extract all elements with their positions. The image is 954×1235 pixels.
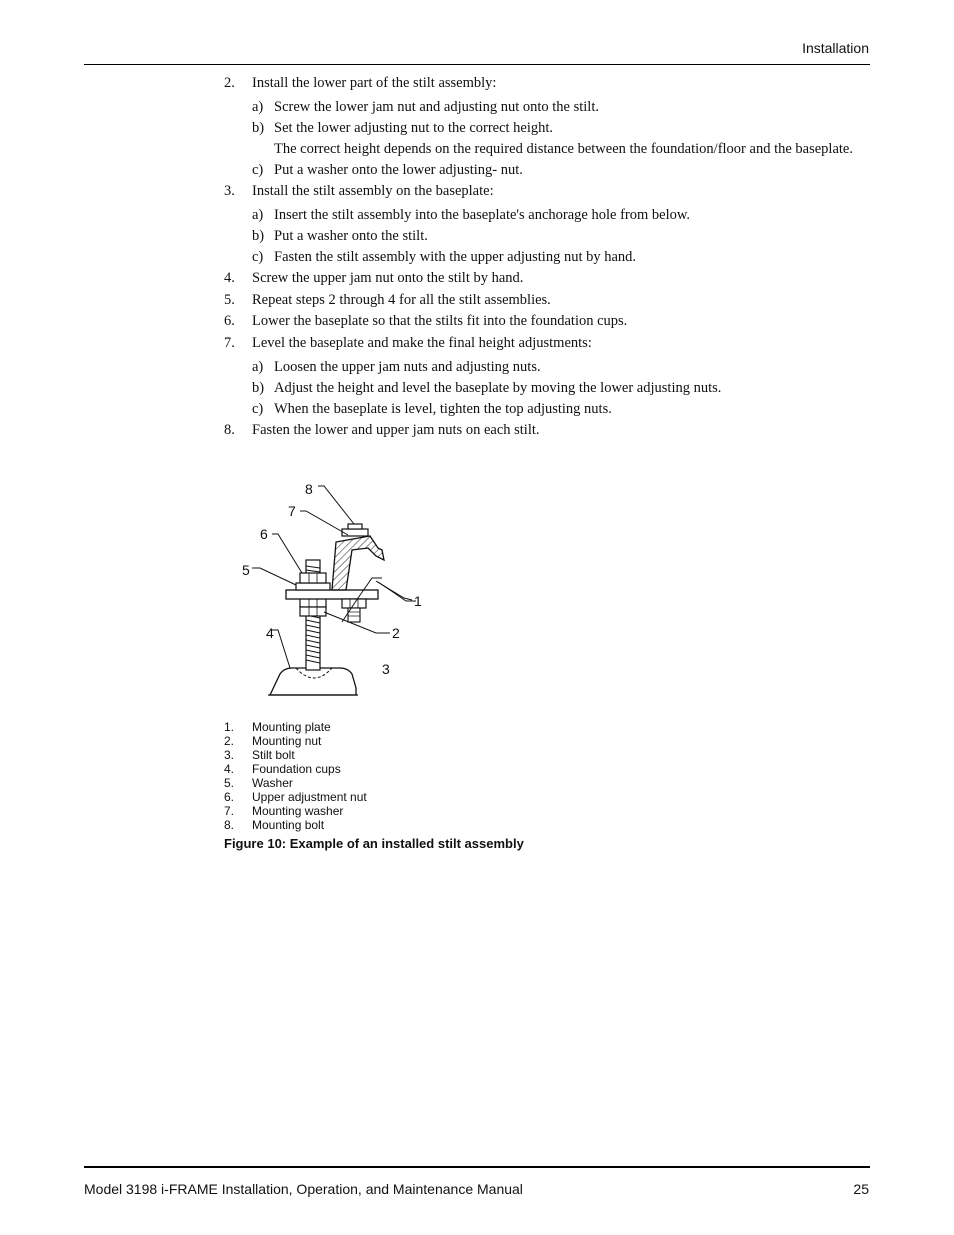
header-section-label: Installation bbox=[802, 40, 869, 56]
legend-number: 7. bbox=[224, 804, 235, 818]
substep bbox=[224, 206, 854, 225]
step-text: Install the lower part of the stilt assembly: bbox=[252, 75, 497, 91]
substep-text: Adjust the height and level the baseplate by moving the lower adjusting nuts. bbox=[274, 379, 722, 396]
legend-label: Mounting plate bbox=[252, 720, 331, 734]
legend-label: Mounting washer bbox=[252, 804, 344, 818]
legend-item bbox=[224, 762, 367, 776]
substep-letter: c) bbox=[252, 249, 264, 265]
legend-number: 8. bbox=[224, 818, 235, 832]
substep-text: Put a washer onto the lower adjusting- nut. bbox=[274, 162, 523, 178]
substep bbox=[224, 358, 854, 377]
callout-3: 3 bbox=[382, 661, 390, 677]
step bbox=[224, 421, 854, 440]
substep bbox=[224, 161, 854, 180]
step bbox=[224, 334, 854, 353]
substep bbox=[224, 379, 854, 398]
step-text: Level the baseplate and make the final height adjustments: bbox=[252, 334, 592, 351]
stilt-assembly-figure bbox=[224, 470, 474, 710]
substep-letter: a) bbox=[252, 358, 264, 375]
substep-text: Loosen the upper jam nuts and adjusting nuts. bbox=[274, 358, 541, 375]
step-text: Fasten the lower and upper jam nuts on each stilt. bbox=[252, 421, 540, 438]
substep-letter: a) bbox=[252, 99, 264, 115]
step-number: 6. bbox=[224, 313, 235, 329]
foundation-cup bbox=[268, 668, 358, 695]
substep-letter: c) bbox=[252, 400, 264, 417]
step-text: Lower the baseplate so that the stilts fit into the foundation cups. bbox=[252, 313, 628, 329]
step-number: 5. bbox=[224, 291, 235, 308]
substep bbox=[224, 119, 854, 138]
substep-text: Put a washer onto the stilt. bbox=[274, 228, 428, 244]
legend-number: 4. bbox=[224, 762, 235, 776]
substep-letter: b) bbox=[252, 228, 265, 244]
legend-number: 3. bbox=[224, 748, 235, 762]
substep bbox=[224, 98, 854, 117]
substep-text: Set the lower adjusting nut to the correct height. bbox=[274, 120, 554, 136]
figure-caption: Figure 10: Example of an installed stilt assembly bbox=[224, 836, 524, 851]
legend-label: Upper adjustment nut bbox=[252, 790, 367, 804]
header-rule bbox=[84, 64, 870, 65]
figure-legend bbox=[224, 720, 367, 832]
lower-nuts bbox=[300, 598, 326, 616]
step bbox=[224, 312, 854, 331]
substep bbox=[224, 227, 854, 246]
procedure-list bbox=[224, 74, 854, 442]
legend-item bbox=[224, 818, 367, 832]
substep-letter: b) bbox=[252, 379, 265, 396]
legend-item bbox=[224, 804, 367, 818]
step bbox=[224, 291, 854, 310]
substep bbox=[224, 400, 854, 419]
callout-2: 2 bbox=[392, 625, 400, 641]
substep-letter: b) bbox=[252, 120, 265, 136]
footer-manual-title: Model 3198 i-FRAME Installation, Operation, and Maintenance Manual bbox=[84, 1181, 523, 1197]
step-number: 4. bbox=[224, 270, 235, 286]
legend-label: Stilt bolt bbox=[252, 748, 295, 762]
legend-label: Mounting nut bbox=[252, 734, 322, 748]
step-text: Screw the upper jam nut onto the stilt by hand. bbox=[252, 270, 524, 286]
step-text: Install the stilt assembly on the baseplate: bbox=[252, 183, 494, 199]
legend-label: Foundation cups bbox=[252, 762, 341, 776]
substep-letter: c) bbox=[252, 162, 264, 178]
legend-number: 6. bbox=[224, 790, 235, 804]
legend-number: 2. bbox=[224, 734, 235, 748]
mounting-plate bbox=[286, 590, 378, 599]
callout-4: 4 bbox=[266, 625, 274, 641]
footer-rule bbox=[84, 1166, 870, 1168]
legend-item bbox=[224, 776, 367, 790]
washer-and-upper-nut bbox=[296, 573, 330, 590]
substep-text: Insert the stilt assembly into the baseplate's anchorage hole from below. bbox=[274, 207, 691, 223]
legend-label: Washer bbox=[252, 776, 293, 790]
callout-8: 8 bbox=[305, 481, 313, 497]
step-number: 2. bbox=[224, 75, 235, 91]
substep-text: Screw the lower jam nut and adjusting nut onto the stilt. bbox=[274, 99, 599, 115]
step bbox=[224, 182, 854, 201]
step-number: 8. bbox=[224, 421, 235, 438]
legend-item bbox=[224, 790, 367, 804]
step-number: 3. bbox=[224, 183, 235, 199]
legend-number: 5. bbox=[224, 776, 235, 790]
callout-7: 7 bbox=[288, 503, 296, 519]
legend-item bbox=[224, 734, 367, 748]
footer-page-number: 25 bbox=[853, 1181, 869, 1197]
callout-6: 6 bbox=[260, 526, 268, 542]
callout-5: 5 bbox=[242, 562, 250, 578]
step bbox=[224, 269, 854, 288]
legend-item bbox=[224, 748, 367, 762]
legend-number: 1. bbox=[224, 720, 235, 734]
step-text: Repeat steps 2 through 4 for all the stilt assemblies. bbox=[252, 291, 551, 308]
legend-label: Mounting bolt bbox=[252, 818, 325, 832]
substep-text: When the baseplate is level, tighten the top adjusting nuts. bbox=[274, 400, 612, 417]
callout-1: 1 bbox=[414, 593, 422, 609]
step bbox=[224, 74, 854, 93]
substep-note: The correct height depends on the required distance between the foundation/floor and the baseplate. bbox=[274, 141, 853, 157]
substep-text: Fasten the stilt assembly with the upper adjusting nut by hand. bbox=[274, 249, 637, 265]
mounting-bracket bbox=[332, 524, 384, 590]
substep-letter: a) bbox=[252, 207, 264, 223]
mounting-nut bbox=[342, 599, 366, 622]
substep bbox=[224, 248, 854, 267]
legend-item bbox=[224, 720, 367, 734]
step-number: 7. bbox=[224, 334, 235, 351]
